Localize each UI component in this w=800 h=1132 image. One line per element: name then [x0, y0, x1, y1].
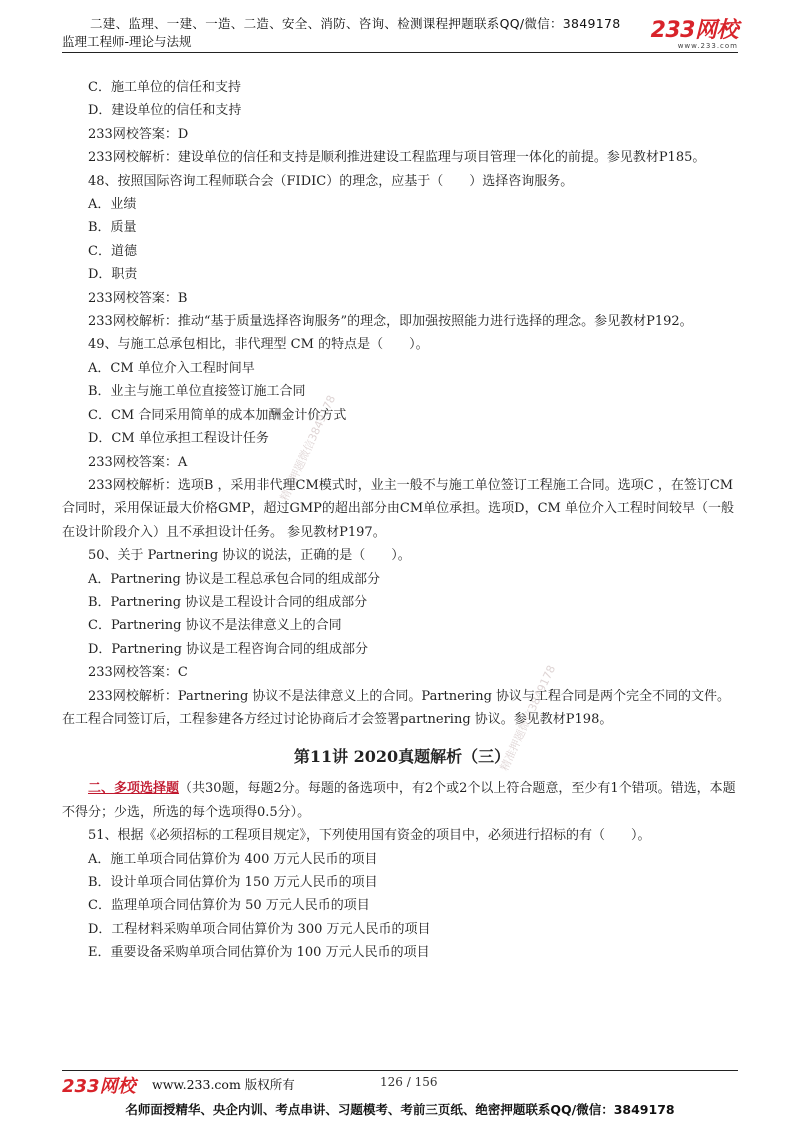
page-number: 126 / 156 — [380, 1075, 438, 1089]
answer-line: 233网校答案：C — [88, 665, 188, 681]
option: B．业主与施工单位直接签订施工合同 — [88, 384, 306, 400]
analysis-line: 233网校解析：Partnering 协议不是法律意义上的合同。Partnering 协议与工程合同是两个完全不同的文件。在工程合同签订后，工程参建各方经过讨论协商后才会签署partnering 协议。参见教材P198。 — [62, 688, 731, 727]
option: A．施工单项合同估算价为 400 万元人民币的项目 — [88, 851, 378, 867]
mc-heading[interactable]: 二、多项选择题 — [88, 781, 180, 797]
footer-copyright: www.233.com 版权所有 — [152, 1077, 295, 1092]
option: C．监理单项合同估算价为 50 万元人民币的项目 — [88, 898, 370, 914]
question-48: 48、按照国际咨询工程师联合会（FIDIC）的理念，应基于（ ）选择咨询服务。 — [88, 173, 574, 189]
option: D．Partnering 协议是工程咨询合同的组成部分 — [88, 641, 369, 657]
footer-promo: 名师面授精华、央企内训、考点串讲、习题模考、考前三页纸、绝密押题联系QQ/微信：3849178 — [125, 1102, 675, 1117]
watermark: 精准押题微信3849178 — [277, 393, 339, 504]
header-logo[interactable] — [651, 20, 738, 50]
option: A．Partnering 协议是工程总承包合同的组成部分 — [88, 571, 381, 587]
option: E．重要设备采购单项合同估算价为 100 万元人民币的项目 — [88, 945, 430, 961]
page-content — [62, 76, 742, 965]
section-title: 第11讲 2020真题解析（三） — [293, 747, 511, 767]
watermark: 精准押题微信3849178 — [497, 663, 559, 774]
logo-url: www.233.com — [677, 42, 738, 50]
answer-line: 233网校答案：A — [88, 454, 188, 470]
analysis-line: 233网校解析：建设单位的信任和支持是顺利推进建设工程监理与项目管理一体化的前提。参见教材P185。 — [88, 150, 706, 166]
option: C．Partnering 协议不是法律意义上的合同 — [88, 618, 342, 634]
header-rule — [62, 52, 738, 53]
option: D．职责 — [88, 267, 138, 283]
option: B．Partnering 协议是工程设计合同的组成部分 — [88, 594, 368, 610]
option: B．设计单项合同估算价为 150 万元人民币的项目 — [88, 875, 378, 890]
option: D．工程材料采购单项合同估算价为 300 万元人民币的项目 — [88, 921, 431, 937]
logo-text: 233网校 — [650, 18, 738, 43]
analysis-line: 233网校解析：选项B ，采用非代理CM模式时，业主一般不与施工单位签订工程施工合同。选项C ，在签订CM合同时，采用保证最大价格GMP，超过GMP的超出部分由CM单位承担。选项D，CM 单位介入工程时间较早（一般在设计阶段介入）且不承担设计任务。 参见教材P197。 — [62, 477, 734, 540]
question-50: 50、关于 Partnering 协议的说法，正确的是（ ）。 — [88, 548, 411, 564]
option: B．质量 — [88, 220, 137, 236]
answer-line: 233网校答案：D — [88, 126, 189, 142]
option: C．CM 合同采用简单的成本加酬金计价方式 — [88, 407, 347, 423]
option: A．CM 单位介入工程时间早 — [88, 360, 255, 376]
answer-line: 233网校答案：B — [88, 290, 188, 306]
text-line: D．建设单位的信任和支持 — [88, 103, 242, 119]
text-line: C．施工单位的信任和支持 — [88, 80, 241, 95]
footer-rule — [62, 1070, 738, 1071]
option: D．CM 单位承担工程设计任务 — [88, 431, 269, 447]
mc-intro — [62, 777, 742, 824]
question-49: 49、与施工总承包相比，非代理型 CM 的特点是（ ）。 — [88, 337, 429, 353]
footer-logo[interactable]: 233网校 — [62, 1076, 136, 1097]
analysis-line: 233网校解析：推动“基于质量选择咨询服务”的理念，即加强按照能力进行选择的理念。参见教材P192。 — [88, 314, 693, 330]
option: A．业绩 — [88, 197, 137, 213]
header-promo: 二建、监理、一建、一造、二造、安全、消防、咨询、检测课程押题联系QQ/微信：3849178 — [90, 16, 621, 31]
mc-instruction: （共30题，每题2分。每题的备选项中，有2个或2个以上符合题意，至少有1个错项。错选，本题不得分；少选，所选的每个选项得0.5分）。 — [62, 781, 736, 820]
option: C．道德 — [88, 243, 137, 259]
doc-title: 监理工程师-理论与法规 — [62, 34, 192, 49]
question-51: 51、根据《必须招标的工程项目规定》，下列使用国有资金的项目中，必须进行招标的有（ ）。 — [88, 828, 651, 844]
